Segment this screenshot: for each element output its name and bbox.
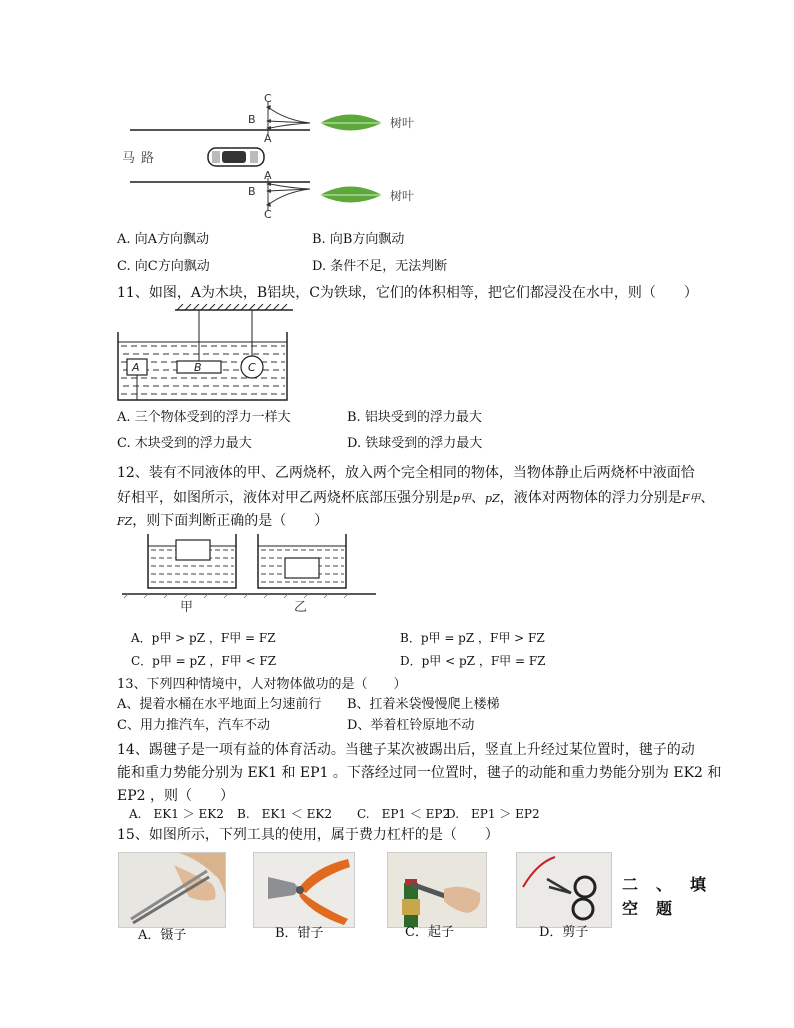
q12-option-d: D．p甲 < pZ ，F甲 = FZ — [400, 654, 546, 668]
q12-p-jia: p甲 — [453, 492, 472, 505]
leaf-top-icon — [320, 115, 382, 131]
scissors-caption: D．剪子 — [539, 925, 589, 940]
q11-option-a: A. 三个物体受到的浮力一样大 — [117, 410, 291, 425]
q14-line-2: 能和重力势能分别为 EK1 和 EP1 。下落经过同一位置时，毽子的动能和重力势能分别为 EK2 和 — [117, 765, 722, 781]
q11-option-c: C. 木块受到的浮力最大 — [117, 436, 252, 451]
q13-stem: 13、下列四种情境中，人对物体做功的是（ ） — [117, 677, 407, 692]
q11-label-b: B — [194, 361, 202, 374]
q12-p-yi: pZ — [485, 492, 500, 505]
q11-option-d: D. 铁球受到的浮力最大 — [347, 436, 483, 451]
letter-top-c: C — [264, 92, 272, 105]
scissors-photo — [516, 852, 612, 928]
q12-line2-sep: 、 — [471, 490, 486, 506]
q14-option-d: D. EP1 ＞ EP2 — [446, 807, 540, 821]
q12-line2-text-b: ，液体对两物体的浮力分别是 — [499, 490, 682, 506]
q14-option-a: A. EK1 ＞ EK2 — [129, 807, 224, 821]
q12-line-1: 12、装有不同液体的甲、乙两烧杯，放入两个完全相同的物体，当物体静止后两烧杯中液面恰 — [117, 465, 695, 481]
q13-option-b: B、扛着米袋慢慢爬上楼梯 — [347, 697, 500, 712]
q13-option-d: D、举着杠铃原地不动 — [347, 718, 475, 733]
q12-line2-text-a: 好相平，如图所示，液体对甲乙两烧杯底部压强分别是 — [117, 490, 453, 506]
q10-option-d: D. 条件不足，无法判断 — [312, 259, 448, 274]
pliers-caption: B．钳子 — [275, 926, 324, 941]
q13-option-a: A、提着水桶在水平地面上匀速前行 — [117, 697, 322, 712]
car-icon — [208, 148, 264, 166]
q13-option-c: C、用力推汽车，汽车不动 — [117, 718, 270, 733]
q14-line-3: EP2 ，则（ ） — [117, 788, 234, 804]
section-heading-line-1: 二、填 — [622, 875, 725, 894]
q12-f-yi: FZ — [117, 515, 133, 528]
q14-option-b: B. EK1 ＜ EK2 — [237, 807, 332, 821]
pliers-photo — [253, 852, 355, 928]
q11-stem: 11、如图，A为木块，B铝块，C为铁球，它们的体积相等，把它们都浸没在水中，则（ ） — [117, 285, 698, 301]
letter-bottom-b: B — [248, 185, 256, 198]
scissors-icon — [517, 853, 611, 927]
pliers-icon — [254, 853, 354, 927]
road-leaf-figure — [120, 90, 450, 220]
q12-f-jia: F甲 — [681, 492, 701, 505]
tweezers-photo — [118, 852, 226, 928]
q12-option-a: A．p甲 > pZ ，F甲 = FZ — [131, 631, 276, 645]
q15-stem: 15、如图所示，下列工具的使用，属于费力杠杆的是（ ） — [117, 827, 499, 843]
q14-option-c: C. EP1 ＜ EP2 — [357, 807, 451, 821]
tweezers-caption: A．镊子 — [138, 928, 187, 943]
q12-label-jia: 甲 — [180, 600, 194, 615]
leaf-label-bottom: 树叶 — [390, 189, 415, 203]
q14-line-1: 14、踢毽子是一项有益的体育活动。当毽子某次被踢出后，竖直上升经过某位置时，毽子的动 — [117, 742, 695, 758]
q10-option-a: A. 向A方向飘动 — [117, 232, 210, 247]
q12-line-2 — [117, 489, 714, 508]
q12-line2-text-c: 、 — [700, 490, 715, 506]
q11-beaker-figure — [115, 304, 300, 404]
opener-photo — [387, 852, 487, 928]
leaf-bottom-icon — [320, 187, 382, 203]
letter-top-a: A — [264, 132, 272, 145]
q12-label-yi: 乙 — [294, 600, 308, 615]
q12-option-b: B．p甲 = pZ ，F甲 > FZ — [400, 631, 545, 645]
tweezers-icon — [119, 853, 225, 927]
bottle-opener-icon — [388, 853, 486, 927]
road-label: 马路 — [122, 151, 161, 166]
letter-top-b: B — [248, 113, 256, 126]
q12-option-c: C．p甲 = pZ ，F甲 < FZ — [131, 654, 277, 668]
letter-bottom-a: A — [264, 169, 272, 182]
q10-option-c: C. 向C方向飘动 — [117, 259, 210, 274]
q12-line-3 — [117, 512, 328, 531]
q10-option-b: B. 向B方向飘动 — [312, 232, 405, 247]
q12-beakers-figure — [118, 532, 380, 616]
q11-label-c: C — [248, 361, 256, 374]
q11-option-b: B. 铝块受到的浮力最大 — [347, 410, 482, 425]
opener-caption: C．起子 — [405, 925, 454, 940]
section-heading-line-2: 空题 — [622, 899, 691, 918]
q11-label-a: A — [132, 361, 140, 374]
letter-bottom-c: C — [264, 208, 272, 220]
leaf-label-top: 树叶 — [390, 116, 415, 130]
q12-line3-rest: ，则下面判断正确的是（ ） — [132, 513, 329, 529]
